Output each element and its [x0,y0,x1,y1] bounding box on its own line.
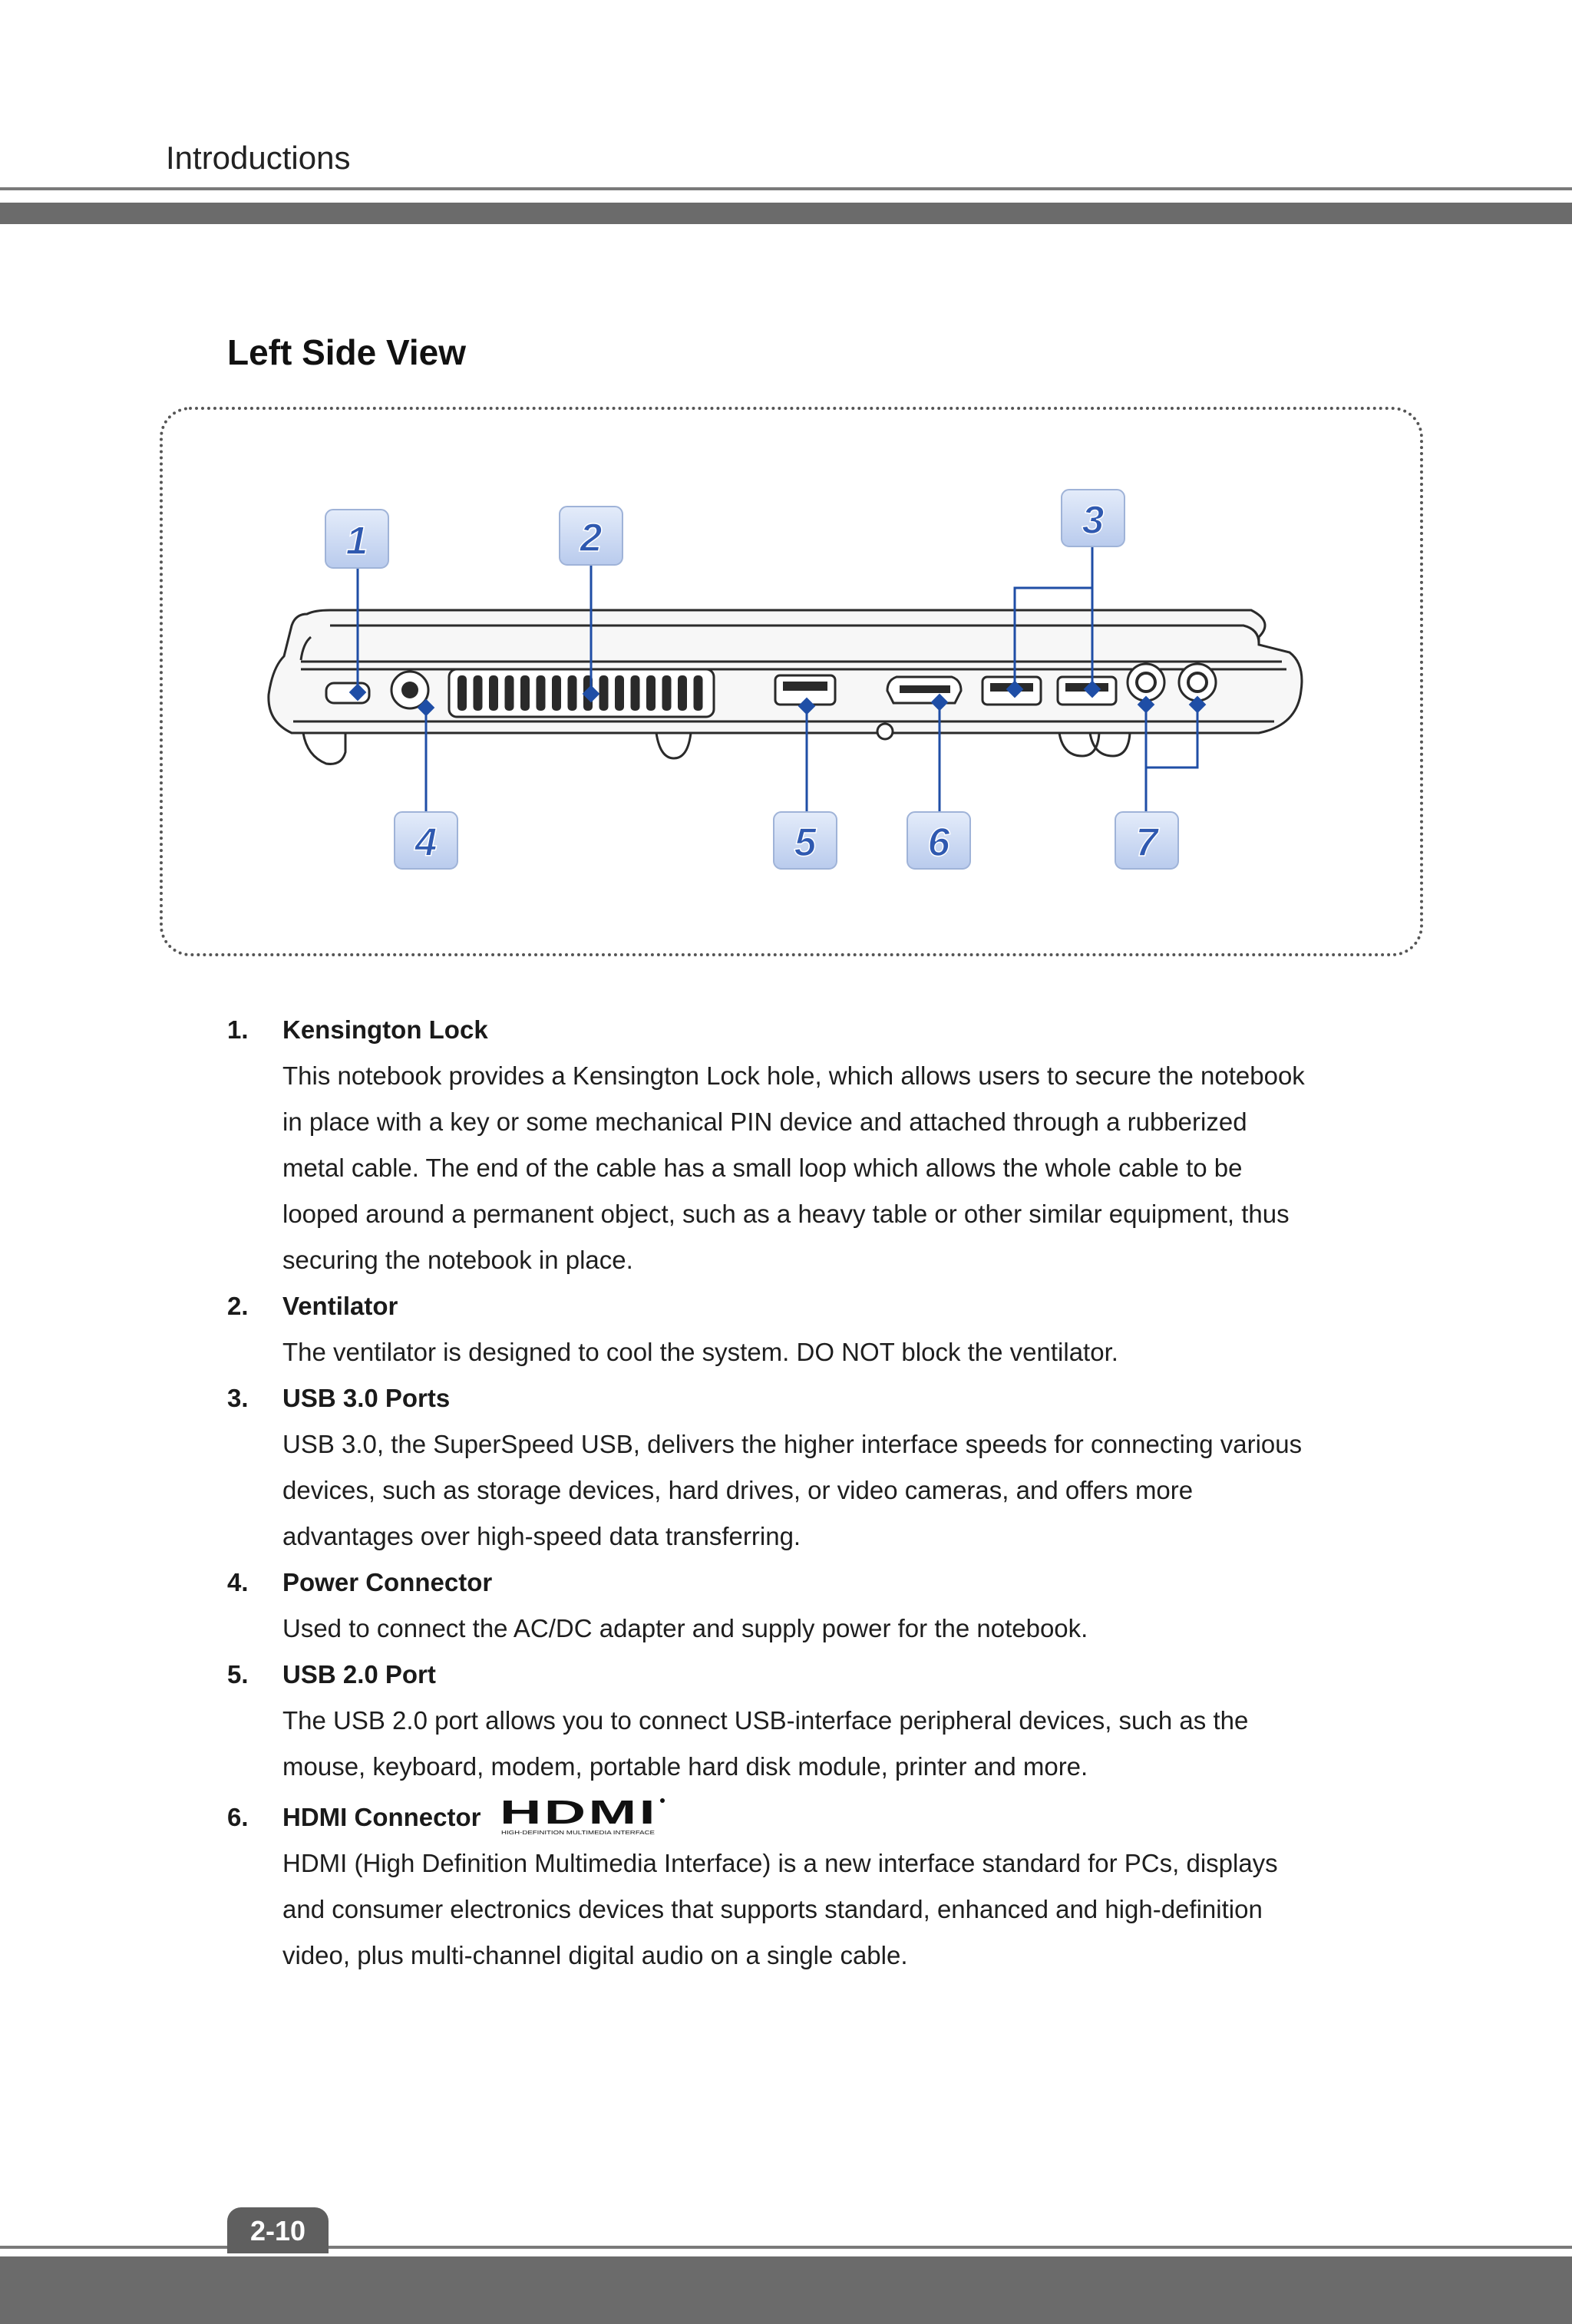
item-text-line: securing the notebook in place. [282,1246,633,1274]
item-text-line: HDMI (High Definition Multimedia Interface) is a new interface standard for PCs, displays [282,1849,1278,1877]
audio-jack-a [1128,664,1164,701]
item-number: 3. [227,1384,249,1412]
item-number: 6. [227,1803,249,1831]
callout-6 [907,812,970,869]
callout-1 [325,510,388,568]
item-text-line: metal cable. The end of the cable has a small loop which allows the whole cable to be [282,1154,1243,1182]
item-title: USB 2.0 Port [282,1660,436,1689]
laptop-left-side-illustration [0,0,1572,998]
vent-slot [694,675,703,711]
running-header: Introductions [166,140,351,176]
list-item [227,1794,1379,1979]
item-title: Ventilator [282,1292,398,1320]
vent-slot [568,675,577,711]
item-number: 2. [227,1292,249,1320]
vent-slot [474,675,483,711]
ventilator-grille [449,669,714,717]
svg-text:HIGH-DEFINITION MULTIMEDIA INT: HIGH-DEFINITION MULTIMEDIA INTERFACE [500,1830,655,1836]
item-number: 5. [227,1660,249,1689]
hdmi-logo-mark [498,1796,667,1839]
list-item [227,1652,1379,1790]
callout-4-label: 4 [414,820,438,865]
item-title: Power Connector [282,1568,493,1596]
vent-slot [537,675,546,711]
callout-2-label: 2 [580,516,603,560]
vent-slot [552,675,561,711]
callout-6-label: 6 [927,820,950,865]
list-item [227,1007,1379,1283]
item-text-line: in place with a key or some mechanical PIN device and attached through a rubberized [282,1108,1247,1136]
vent-slot [615,675,624,711]
callout-5 [774,812,837,869]
vent-slot [457,675,467,711]
vent-slot [505,675,514,711]
item-text-line: The ventilator is designed to cool the system. DO NOT block the ventilator. [282,1338,1118,1366]
vent-slot [646,675,656,711]
item-text-line: devices, such as storage devices, hard drives, or video cameras, and offers more [282,1476,1194,1504]
vent-slot [678,675,687,711]
item-text-line: advantages over high-speed data transferring. [282,1522,801,1550]
item-text-line: video, plus multi-channel digital audio on a single cable. [282,1941,908,1969]
callout-3 [1062,490,1125,546]
item-text-line: and consumer electronics devices that supports standard, enhanced and high-definition [282,1895,1263,1923]
item-text-line: This notebook provides a Kensington Lock hole, which allows users to secure the notebook [282,1061,1305,1090]
item-text-line: The USB 2.0 port allows you to connect USB-interface peripheral devices, such as the [282,1706,1249,1735]
hdmi-port [887,677,961,703]
component-list [227,1007,1379,1979]
item-text-line: looped around a permanent object, such as a heavy table or other similar equipment, thus [282,1200,1290,1228]
callout-4 [395,812,457,869]
audio-jack-b [1179,664,1216,701]
item-text-line: USB 3.0, the SuperSpeed USB, delivers the higher interface speeds for connecting various [282,1430,1303,1458]
callout-2 [560,507,623,565]
vent-slot [489,675,498,711]
vent-slot [599,675,609,711]
footer-band [0,2256,1572,2324]
item-number: 4. [227,1568,249,1596]
item-text-line: Used to connect the AC/DC adapter and supply power for the notebook. [282,1614,1088,1642]
page-number: 2-10 [227,2207,329,2253]
svg-text:HDMI: HDMI [499,1796,658,1831]
item-title: Kensington Lock [282,1015,488,1044]
callout-1-label: 1 [345,519,368,563]
callout-3-label: 3 [1082,498,1105,543]
section-title: Left Side View [227,332,467,372]
item-title: HDMI Connector [282,1803,481,1831]
callout-7-label: 7 [1135,820,1158,865]
item-number: 1. [227,1015,249,1044]
list-item [227,1283,1379,1375]
vent-slot [520,675,530,711]
callout-7 [1115,812,1178,869]
list-item [227,1375,1379,1560]
list-item [227,1560,1379,1652]
callout-5-label: 5 [794,820,817,865]
item-text-line: mouse, keyboard, modem, portable hard disk module, printer and more. [282,1752,1088,1781]
vent-slot [662,675,672,711]
vent-slot [631,675,640,711]
hdmi-logo [498,1794,667,1840]
item-title: USB 3.0 Ports [282,1384,451,1412]
